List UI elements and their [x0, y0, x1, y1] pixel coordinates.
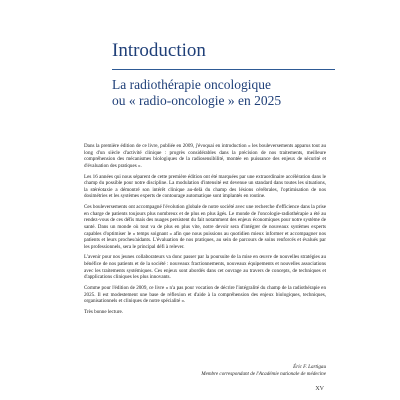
- signature-block: [201, 364, 326, 377]
- page-number: XV: [315, 386, 324, 392]
- author-affiliation: Membre correspondant de l'Académie nationale de médecine: [201, 370, 326, 377]
- title-divider: [112, 69, 335, 70]
- paragraph-4: L'avenir pour nos jeunes collaborateurs va donc passer par la poursuite de la mise en œuvre de nouvelles stratégies au bénéfice de nos patients et de la société : nouveaux fractionnements, nouveaux équipements et nouvelles associations avec les traitements systémiques. Ces enjeux sont abordés dans cet ouvrage au travers de concepts, de techniques et d'applications cliniques les plus innovants.: [84, 254, 326, 281]
- closing-line: Très bonne lecture.: [84, 309, 123, 315]
- paragraph-1: Dans la première édition de ce livre, publiée en 2009, j'évoquai en introduction « les bouleversements apparus tout au long d'un siècle d'activité clinique : progrès considérables dans la précision de nos traitements, meilleure compréhension des mécanismes biologiques de la radiosensibilité, montée en puissance des enjeux de sécurité et d'évaluation des pratiques ».: [84, 143, 326, 169]
- subtitle-line-2: ou « radio-oncologie » en 2025: [112, 92, 282, 108]
- paragraph-3: Ces bouleversements ont accompagné l'évolution globale de notre société avec une recherche d'efficience dans la prise en charge de patients toujours plus nombreux et de plus en plus âgés. Le monde de l'oncologie-radiothérapie a été au rendez-vous de ces défis mais des nuages persistent du fait notamment des enjeux économiques pour notre système de santé. Dans un monde où tout va de plus en plus vite, notre devoir sera d'intégrer de nouveaux systèmes experts capables d'optimiser le « temps soignant » afin que nous puissions au quotidien mieux informer et accompagner nos patients et leurs proches/aidants. L'évaluation de nos pratiques, au sein de parcours de soins renforcés et évalués par les professionnels, sera le principal défi à relever.: [84, 204, 326, 250]
- subtitle-line-1: La radiothérapie oncologique: [112, 77, 271, 92]
- paragraph-5: Comme pour l'édition de 2009, ce livre « n'a pas pour vocation de décrire l'intégralité du champ de la radiothérapie en 2025. Il est modestement une base de réflexion et d'aide à la compréhension des enjeux biologiques, techniques, organisationnels et cliniques de notre spécialité ».: [84, 285, 326, 305]
- author-name: Éric F. Lartigau: [293, 364, 326, 370]
- body-text: [84, 143, 326, 320]
- page-subtitle: [112, 77, 352, 108]
- page-title: Introduction: [112, 40, 206, 61]
- paragraph-2: Les 16 années qui nous séparent de cette première édition ont été marquées par une extraordinaire accélération dans le champ du possible pour notre discipline. La modulation d'intensité est devenue un standard dans toutes les situations, la stéréotaxie a démontré son intérêt clinique au-delà du champ des lésions cérébrales, l'optimisation de nos dosimétries et les systèmes experts de contourage automatique sont implantés en routine.: [84, 173, 326, 200]
